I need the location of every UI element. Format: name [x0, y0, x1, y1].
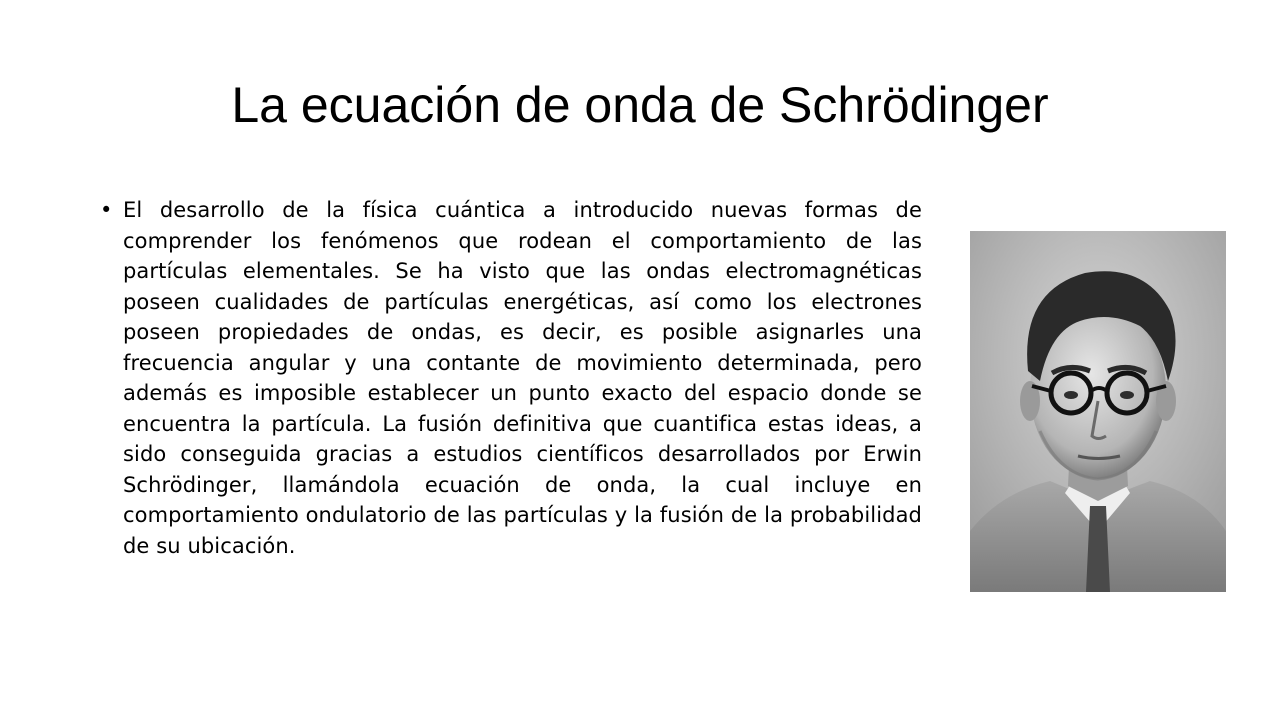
portrait-illustration	[970, 231, 1226, 592]
slide-title: La ecuación de onda de Schrödinger	[231, 77, 1049, 133]
bullet-item	[100, 195, 922, 561]
bullet-dot-icon: •	[100, 198, 113, 222]
portrait-photo	[970, 231, 1226, 592]
bullet-list	[100, 195, 922, 561]
bullet-text: El desarrollo de la física cuántica a introducido nuevas formas de comprender los fenómenos que rodean el comportamiento de las partículas elementales. Se ha visto que las ondas electromagnéticas poseen cualidades de partículas energéticas, así como los electrones poseen propiedades de ondas, es decir, es posible asignarles una frecuencia angular y una contante de movimiento determinada, pero además es imposible establecer un punto exacto del espacio donde se encuentra la partícula. La fusión definitiva que cuantifica estas ideas, a sido conseguida gracias a estudios científicos desarrollados por Erwin Schrödinger, llamándola ecuación de onda, la cual incluye en comportamiento ondulatorio de las partículas y la fusión de la probabilidad de su ubicación.	[123, 198, 922, 558]
